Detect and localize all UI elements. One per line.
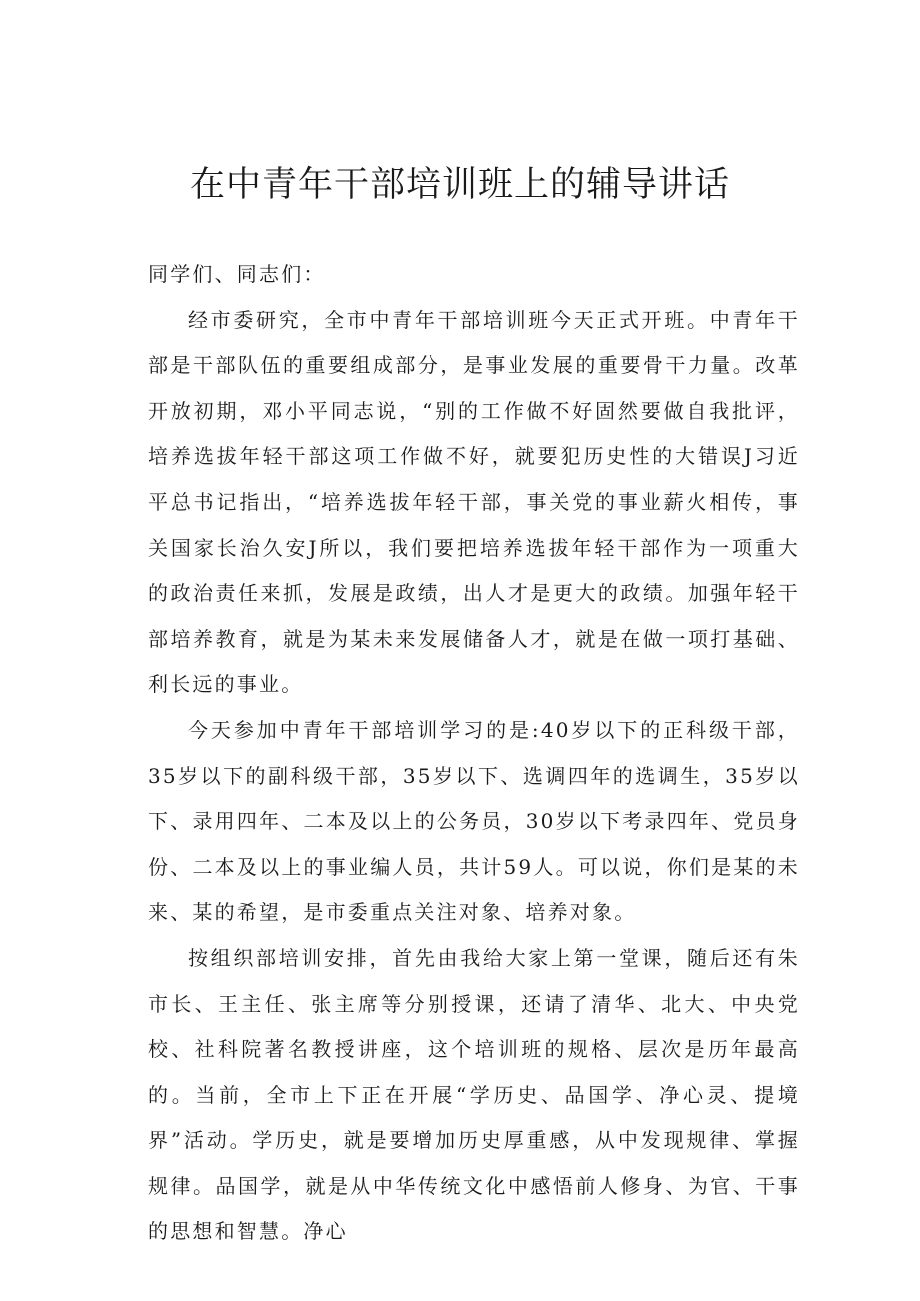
salutation: 同学们、同志们： bbox=[148, 262, 326, 286]
paragraph: 按组织部培训安排，首先由我给大家上第一堂课，随后还有朱市长、王主任、张主席等分别授课，还请了清华、北大、中央党校、社科院著名教授讲座，这个培训班的规格、层次是历年最高的。当前，全市上下正在开展“学历史、品国学、净心灵、提境界”活动。学历史，就是要增加历史厚重感，从中发现规律、掌握规律。品国学，就是从中华传统文化中感悟前人修身、为官、干事的思想和智慧。净心 bbox=[148, 945, 800, 1244]
paragraph: 今天参加中青年干部培训学习的是:40岁以下的正科级干部，35岁以下的副科级干部，35岁以下、选调四年的选调生，35岁以下、录用四年、二本及以上的公务员，30岁以下考录四年、党员身份、二本及以上的事业编人员，共计59人。可以说，你们是某的未来、某的希望，是市委重点关注对象、培养对象。 bbox=[148, 717, 800, 925]
paragraph: 经市委研究，全市中青年干部培训班今天正式开班。中青年干部是干部队伍的重要组成部分，是事业发展的重要骨干力量。改革开放初期，邓小平同志说，“别的工作做不好固然要做自我批评，培养选拔年轻干部这项工作做不好，就要犯历史性的大错误J习近平总书记指出，“培养选拔年轻干部，事关党的事业薪火相传，事关国家长治久安J所以，我们要把培养选拔年轻干部作为一项重大的政治责任来抓，发展是政绩，出人才是更大的政绩。加强年轻干部培养教育，就是为某未来发展储备人才，就是在做一项打基础、利长远的事业。 bbox=[148, 307, 800, 697]
document-title: 在中青年干部培训班上的辅导讲话 bbox=[189, 165, 730, 205]
document-body bbox=[148, 252, 800, 1255]
